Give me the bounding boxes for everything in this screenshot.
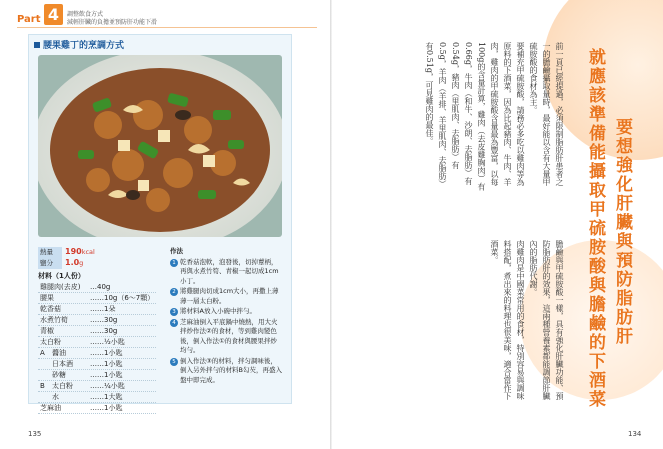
ingredient-row-group-a <box>38 348 156 359</box>
ingredient-name: 水煮竹筍 <box>40 316 68 324</box>
group-a-label: A <box>40 349 45 357</box>
article-body-lower <box>356 240 566 400</box>
step-item <box>170 357 282 386</box>
ingredient-qty: ……1大匙 <box>90 393 123 401</box>
ingredient-name: 日本酒 <box>52 360 73 368</box>
article-body-upper <box>356 42 566 192</box>
ingredient-row-group-b <box>38 381 156 392</box>
calories-row <box>38 246 95 257</box>
ingredient-name: 雞腿肉(去皮) <box>40 283 81 291</box>
step-text: 乾香菇泡軟，泡發後，切掉蕈柄，再與水煮竹筍、青椒一起切成1cm小丁。 <box>180 257 279 285</box>
step-item <box>170 287 282 306</box>
step-text: 將材料A放入小碗中拌勻。 <box>180 307 256 315</box>
nutrition-info <box>38 246 95 268</box>
ingredient-row <box>38 403 156 414</box>
ingredient-row <box>38 337 156 348</box>
ingredient-qty: ……10g（6～7顆） <box>90 294 155 302</box>
salt-unit: g <box>79 259 84 267</box>
ingredient-name: 太白粉 <box>40 338 61 346</box>
step-text: 芝麻油倒入平底鍋中燒熱，用大火拌炒作法②的食材，等到雞肉變色後，倒入作法①的食材與腰果拌炒均勻。 <box>180 317 278 354</box>
ingredient-name: 砂糖 <box>52 371 66 379</box>
recipe-steps <box>170 247 282 386</box>
ingredient-name: 醬油 <box>52 349 66 357</box>
recipe-title <box>34 38 124 51</box>
calories-label: 熱量 <box>38 247 62 258</box>
left-page <box>0 0 331 449</box>
article-title-line2: 就應該準備能攝取甲硫胺酸與膽鹼的下酒菜 <box>585 48 605 409</box>
salt-row <box>38 257 95 268</box>
header-divider <box>17 27 317 28</box>
step-number-badge: 4 <box>170 319 178 327</box>
part-label: Part <box>17 14 41 25</box>
article-paragraph: 肉雞肉是中國菜常用的食材，特別容易與調味料搭配，煮出來的料理也很美味，適合當作下酒菜。 <box>490 240 525 400</box>
part-number-badge: 4 <box>44 4 63 25</box>
article-paragraph: 要補充甲硫胺酸，請務必多吃以雞肉等為原料的下酒菜，因為比起豬肉、牛肉、羊肉，雞肉的甲硫胺酸含量最為豐富，以每100g的含量計算，雞肉（去皮雞胸肉）有0.66g，牛肉（和牛、沙朗、去脂肪）有0.54g，豬肉（里肌肉、去脂肪）有0.5g，羊肉（羊排、羊里肌肉、去脂肪）有0.51g，可見雞肉的最佳。 <box>425 42 525 191</box>
ingredient-name: 乾香菇 <box>40 305 61 313</box>
salt-value: 1.0 <box>65 258 80 267</box>
chapter-title: 調整飲食方式 <box>67 11 104 18</box>
ingredient-row-group-a <box>38 370 156 381</box>
square-bullet-icon <box>34 42 40 48</box>
ingredient-name: 腰果 <box>40 294 54 302</box>
dish-photo <box>38 55 282 237</box>
ingredient-qty: ……30g <box>90 316 118 324</box>
ingredient-row <box>38 282 156 293</box>
calories-unit: kcal <box>81 248 95 256</box>
ingredient-qty: ……30g <box>90 327 118 335</box>
ingredient-row <box>38 326 156 337</box>
cashew-chicken-illustration <box>38 55 282 237</box>
article-paragraph: 前一頁已經提過，必須限制脂肪肝患者之一的膽鹼攝取量時，最好能以含有大量甲硫胺酸的食材為主。 <box>529 42 564 186</box>
step-text: 將雞腿肉切成1cm大小，再撒上薄薄一層太白粉。 <box>180 287 279 305</box>
ingredient-name: 芝麻油 <box>40 404 61 412</box>
ingredient-row-group-b <box>38 392 156 403</box>
group-b-label: B <box>40 382 45 390</box>
book-spine <box>330 0 332 449</box>
step-number-badge: 5 <box>170 358 178 366</box>
ingredient-row-group-a <box>38 359 156 370</box>
step-number-badge: 3 <box>170 308 178 316</box>
ingredients-list <box>38 270 156 414</box>
article-paragraph: 膽鹼與甲硫胺酸一樣，具有強化肝臟功能、預防脂肪肝的效果，這兩種營養素都能調節肝臟內的脂肪代謝。 <box>529 240 564 400</box>
step-number-badge: 2 <box>170 288 178 296</box>
ingredient-row <box>38 304 156 315</box>
ingredient-qty: ……1小匙 <box>90 404 123 412</box>
ingredient-name: 青椒 <box>40 327 54 335</box>
ingredient-qty: ……1小匙 <box>90 360 123 368</box>
page-number-left: 135 <box>28 430 42 438</box>
step-number-badge: 1 <box>170 259 178 267</box>
ingredient-name: 太白粉 <box>52 382 73 390</box>
step-text: 倒入作法③的材料，拌匀調味後，倒入另外拌勻的材料B勾芡，再盛入盤中即完成。 <box>180 356 282 384</box>
step-item <box>170 258 282 287</box>
ingredient-qty: ……¼小匙 <box>90 382 125 390</box>
ingredient-row <box>38 315 156 326</box>
calories-value: 190 <box>65 247 82 256</box>
ingredient-qty: ……½小匙 <box>90 338 125 346</box>
ingredient-name: 水 <box>52 393 59 401</box>
ingredient-qty: …40g <box>90 283 111 291</box>
steps-header: 作法 <box>170 247 183 255</box>
step-item <box>170 307 282 317</box>
chapter-subtitle: 減輕肝臟的負擔並預防肝功能下滑 <box>67 19 158 26</box>
salt-label: 鹽分 <box>38 258 62 269</box>
ingredients-header: 材料（1人份） <box>38 272 85 280</box>
recipe-title-text: 腰果雞丁的烹調方式 <box>43 41 125 51</box>
ingredient-qty: ……1朵 <box>90 305 116 313</box>
article-title-line1: 要想強化肝臟與預防脂肪肝 <box>612 118 632 346</box>
ingredient-qty: ……1小匙 <box>90 349 123 357</box>
ingredient-row <box>38 293 156 304</box>
ingredient-qty: ……1小匙 <box>90 371 123 379</box>
step-item <box>170 318 282 356</box>
page-number-right: 134 <box>628 430 642 438</box>
